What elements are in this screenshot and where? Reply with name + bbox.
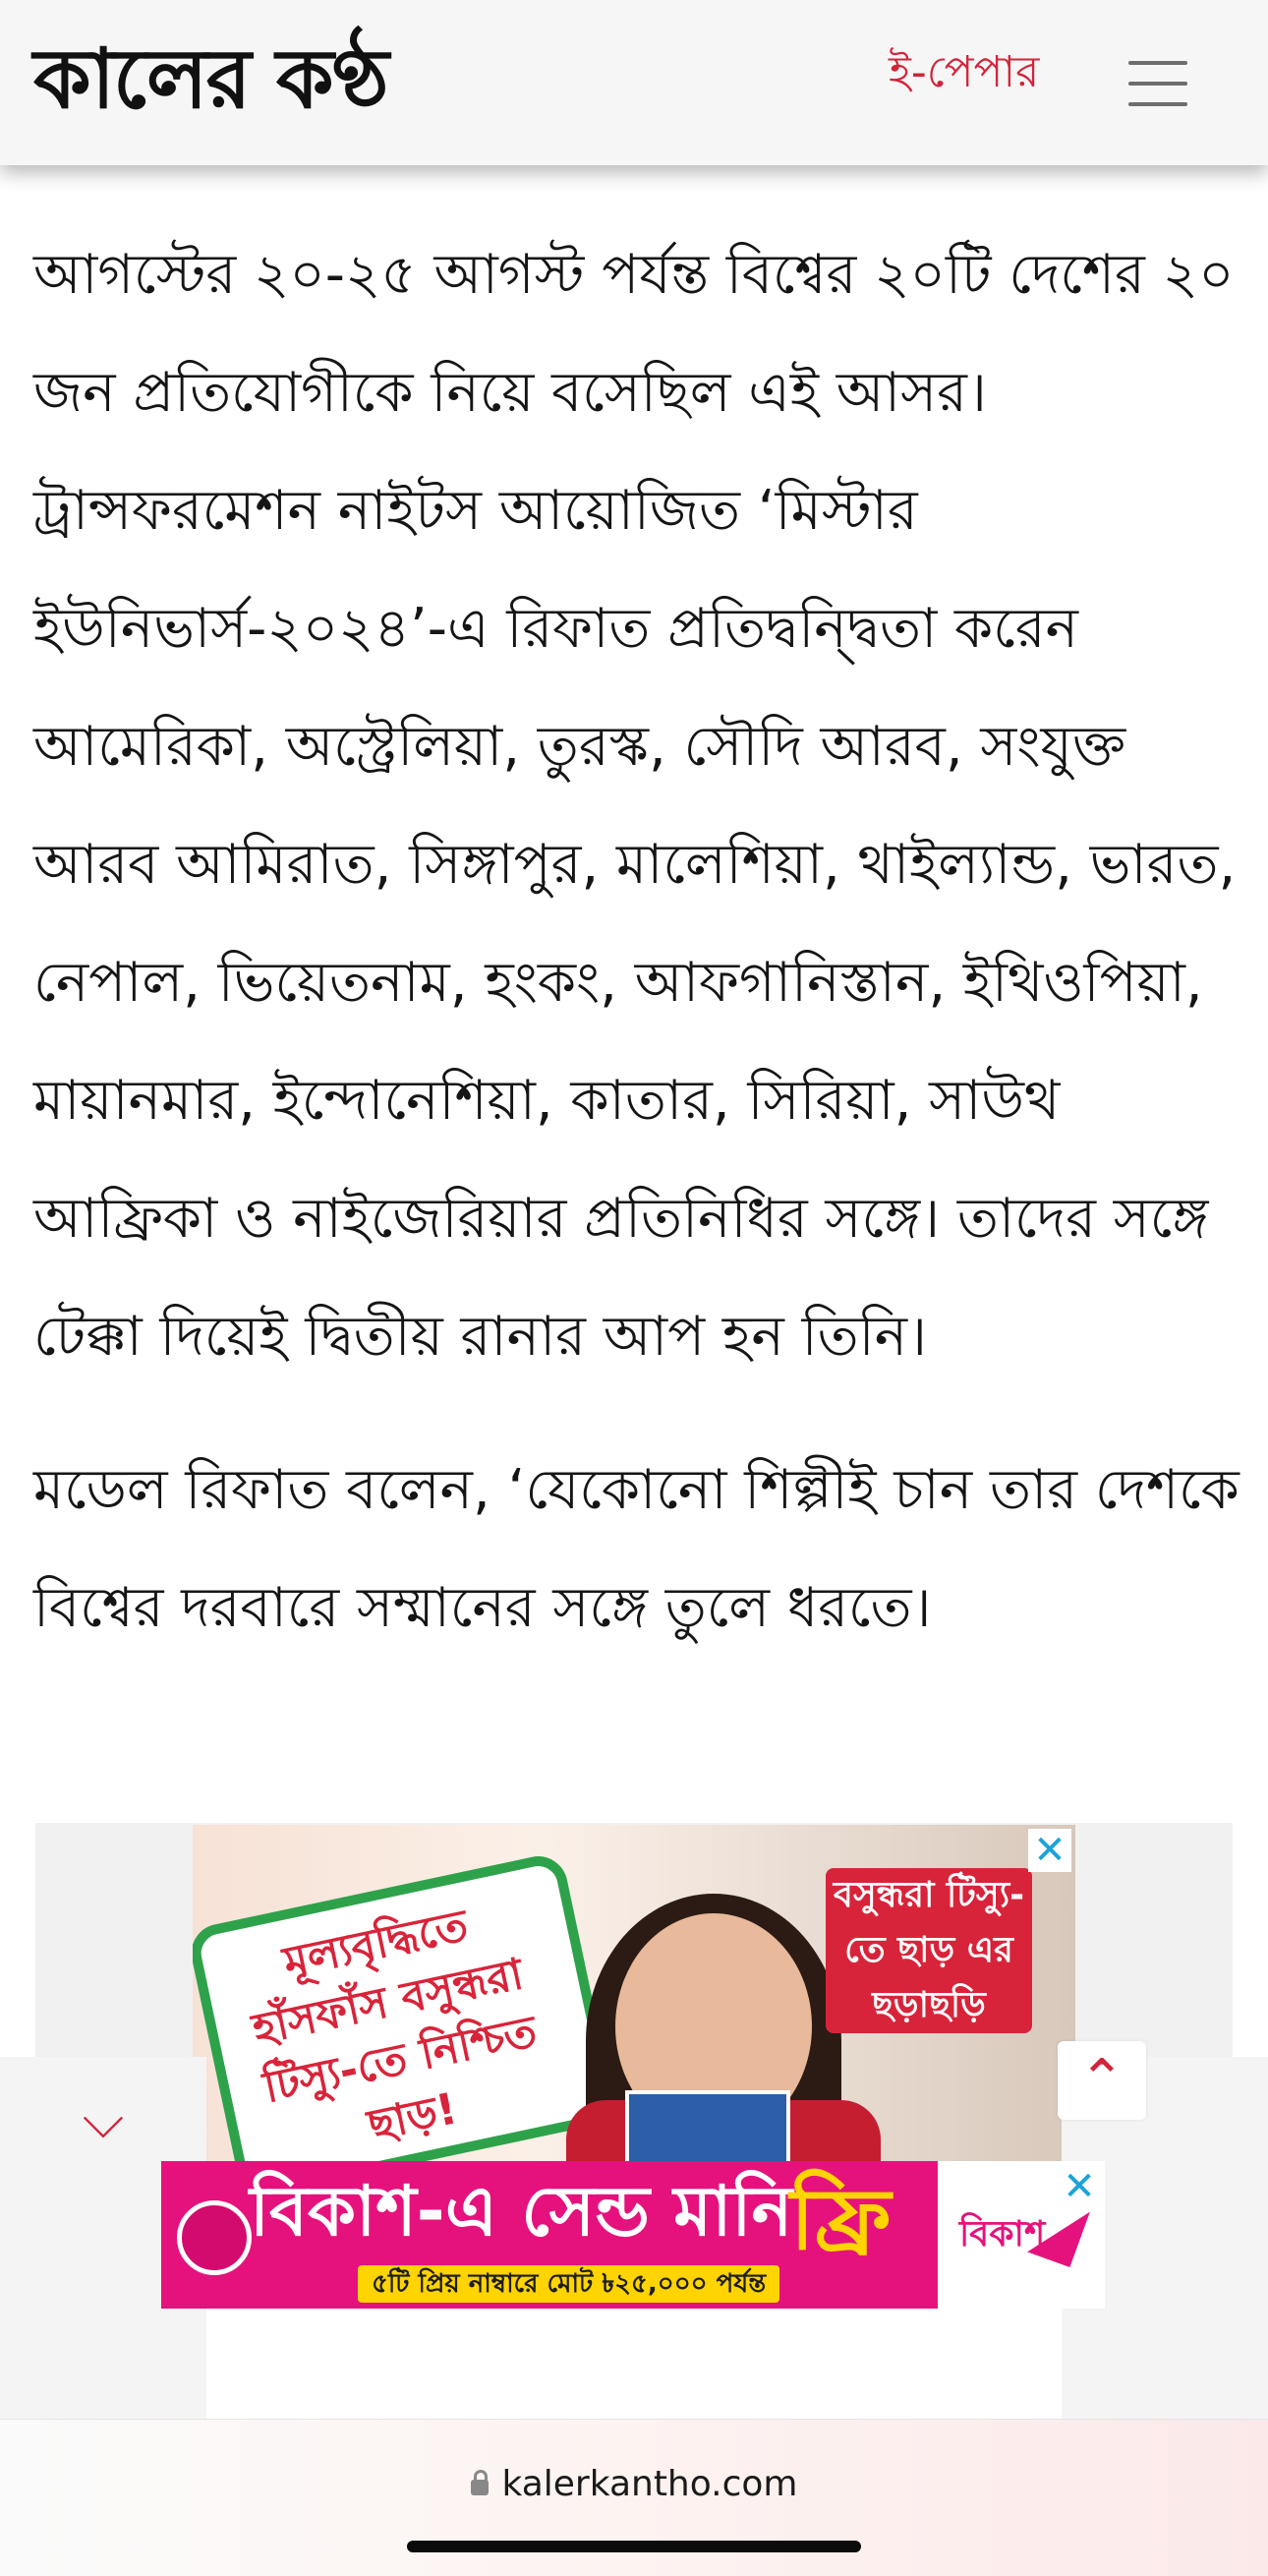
site-logo[interactable]: কালের কণ্ঠ	[33, 29, 387, 127]
url-text: kalerkantho.com	[501, 2464, 798, 2504]
lock-icon	[471, 2480, 489, 2495]
ad-brand: বিকাশ	[959, 2214, 1046, 2254]
epaper-link[interactable]: ই-পেপার	[889, 47, 1040, 97]
bkash-logo-icon	[177, 2200, 252, 2275]
ad-offer-text: বসুন্ধরা টিস্যু-তে ছাড় এর ছড়াছড়ি	[826, 1868, 1032, 2033]
ad-close-icon[interactable]: ✕	[1063, 2164, 1096, 2209]
home-indicator[interactable]	[407, 2541, 861, 2552]
article-paragraph: আগস্টের ২০-২৫ আগস্ট পর্যন্ত বিশ্বের ২০টি দেশের ২০ জন প্রতিযোগীকে নিয়ে বসেছিল এই আসর। ট্রান্সফরমেশন নাইটস আয়োজিত ‘মিস্টার ইউনিভার্স-২০২৪’-এ রিফাত প্রতিদ্বন্দ্বিতা করেন আমেরিকা, অস্ট্রেলিয়া, তুরস্ক, সৌদি আরব, সংযুক্ত আরব আমিরাত, সিঙ্গাপুর, মালেশিয়া, থাইল্যান্ড, ভারত, নেপাল, ভিয়েতনাম, হংকং, আফগানিস্তান, ইথিওপিয়া, মায়ানমার, ইন্দোনেশিয়া, কাতার, সিরিয়া, সাউথ আফ্রিকা ও নাইজেরিয়ার প্রতিনিধির সঙ্গে। তাদের সঙ্গে টেক্কা দিয়েই দ্বিতীয় রানার আপ হন তিনি।	[33, 243, 1237, 1369]
scroll-up-icon[interactable]: ⌃	[1058, 2041, 1146, 2120]
tissue-ad-banner[interactable]	[193, 1825, 1075, 2164]
address-url[interactable]	[0, 2463, 1268, 2506]
article-paragraph: মডেল রিফাত বলেন, ‘যেকোনো শিল্পীই চান তার দেশকে বিশ্বের দরবারে সম্মানের সঙ্গে তুলে ধরতে।	[33, 1458, 1239, 1640]
hamburger-menu-icon[interactable]	[1128, 61, 1187, 106]
scroll-down-icon[interactable]: ⌵	[82, 2087, 125, 2151]
ad-headline: মূল্যবৃদ্ধিতে হাঁসফাঁস বসুন্ধরা টিস্যু-তে নিশ্চিত ছাড়!	[248, 1900, 542, 2151]
ad-free-label: ফ্রি	[790, 2171, 892, 2269]
article-body	[33, 216, 1242, 1668]
ad-subtitle: ৫টি প্রিয় নাম্বারে মোট ৳২৫,০০০ পর্যন্ত	[358, 2265, 779, 2303]
bkash-ad-banner[interactable]	[161, 2161, 1105, 2309]
browser-address-bar[interactable]	[0, 2419, 1268, 2576]
ad-title: বিকাশ-এ সেন্ড মানি	[250, 2171, 793, 2252]
tissue-box-image	[625, 2090, 790, 2164]
site-header	[0, 0, 1268, 165]
ad-close-icon[interactable]: ✕	[1028, 1829, 1071, 1872]
